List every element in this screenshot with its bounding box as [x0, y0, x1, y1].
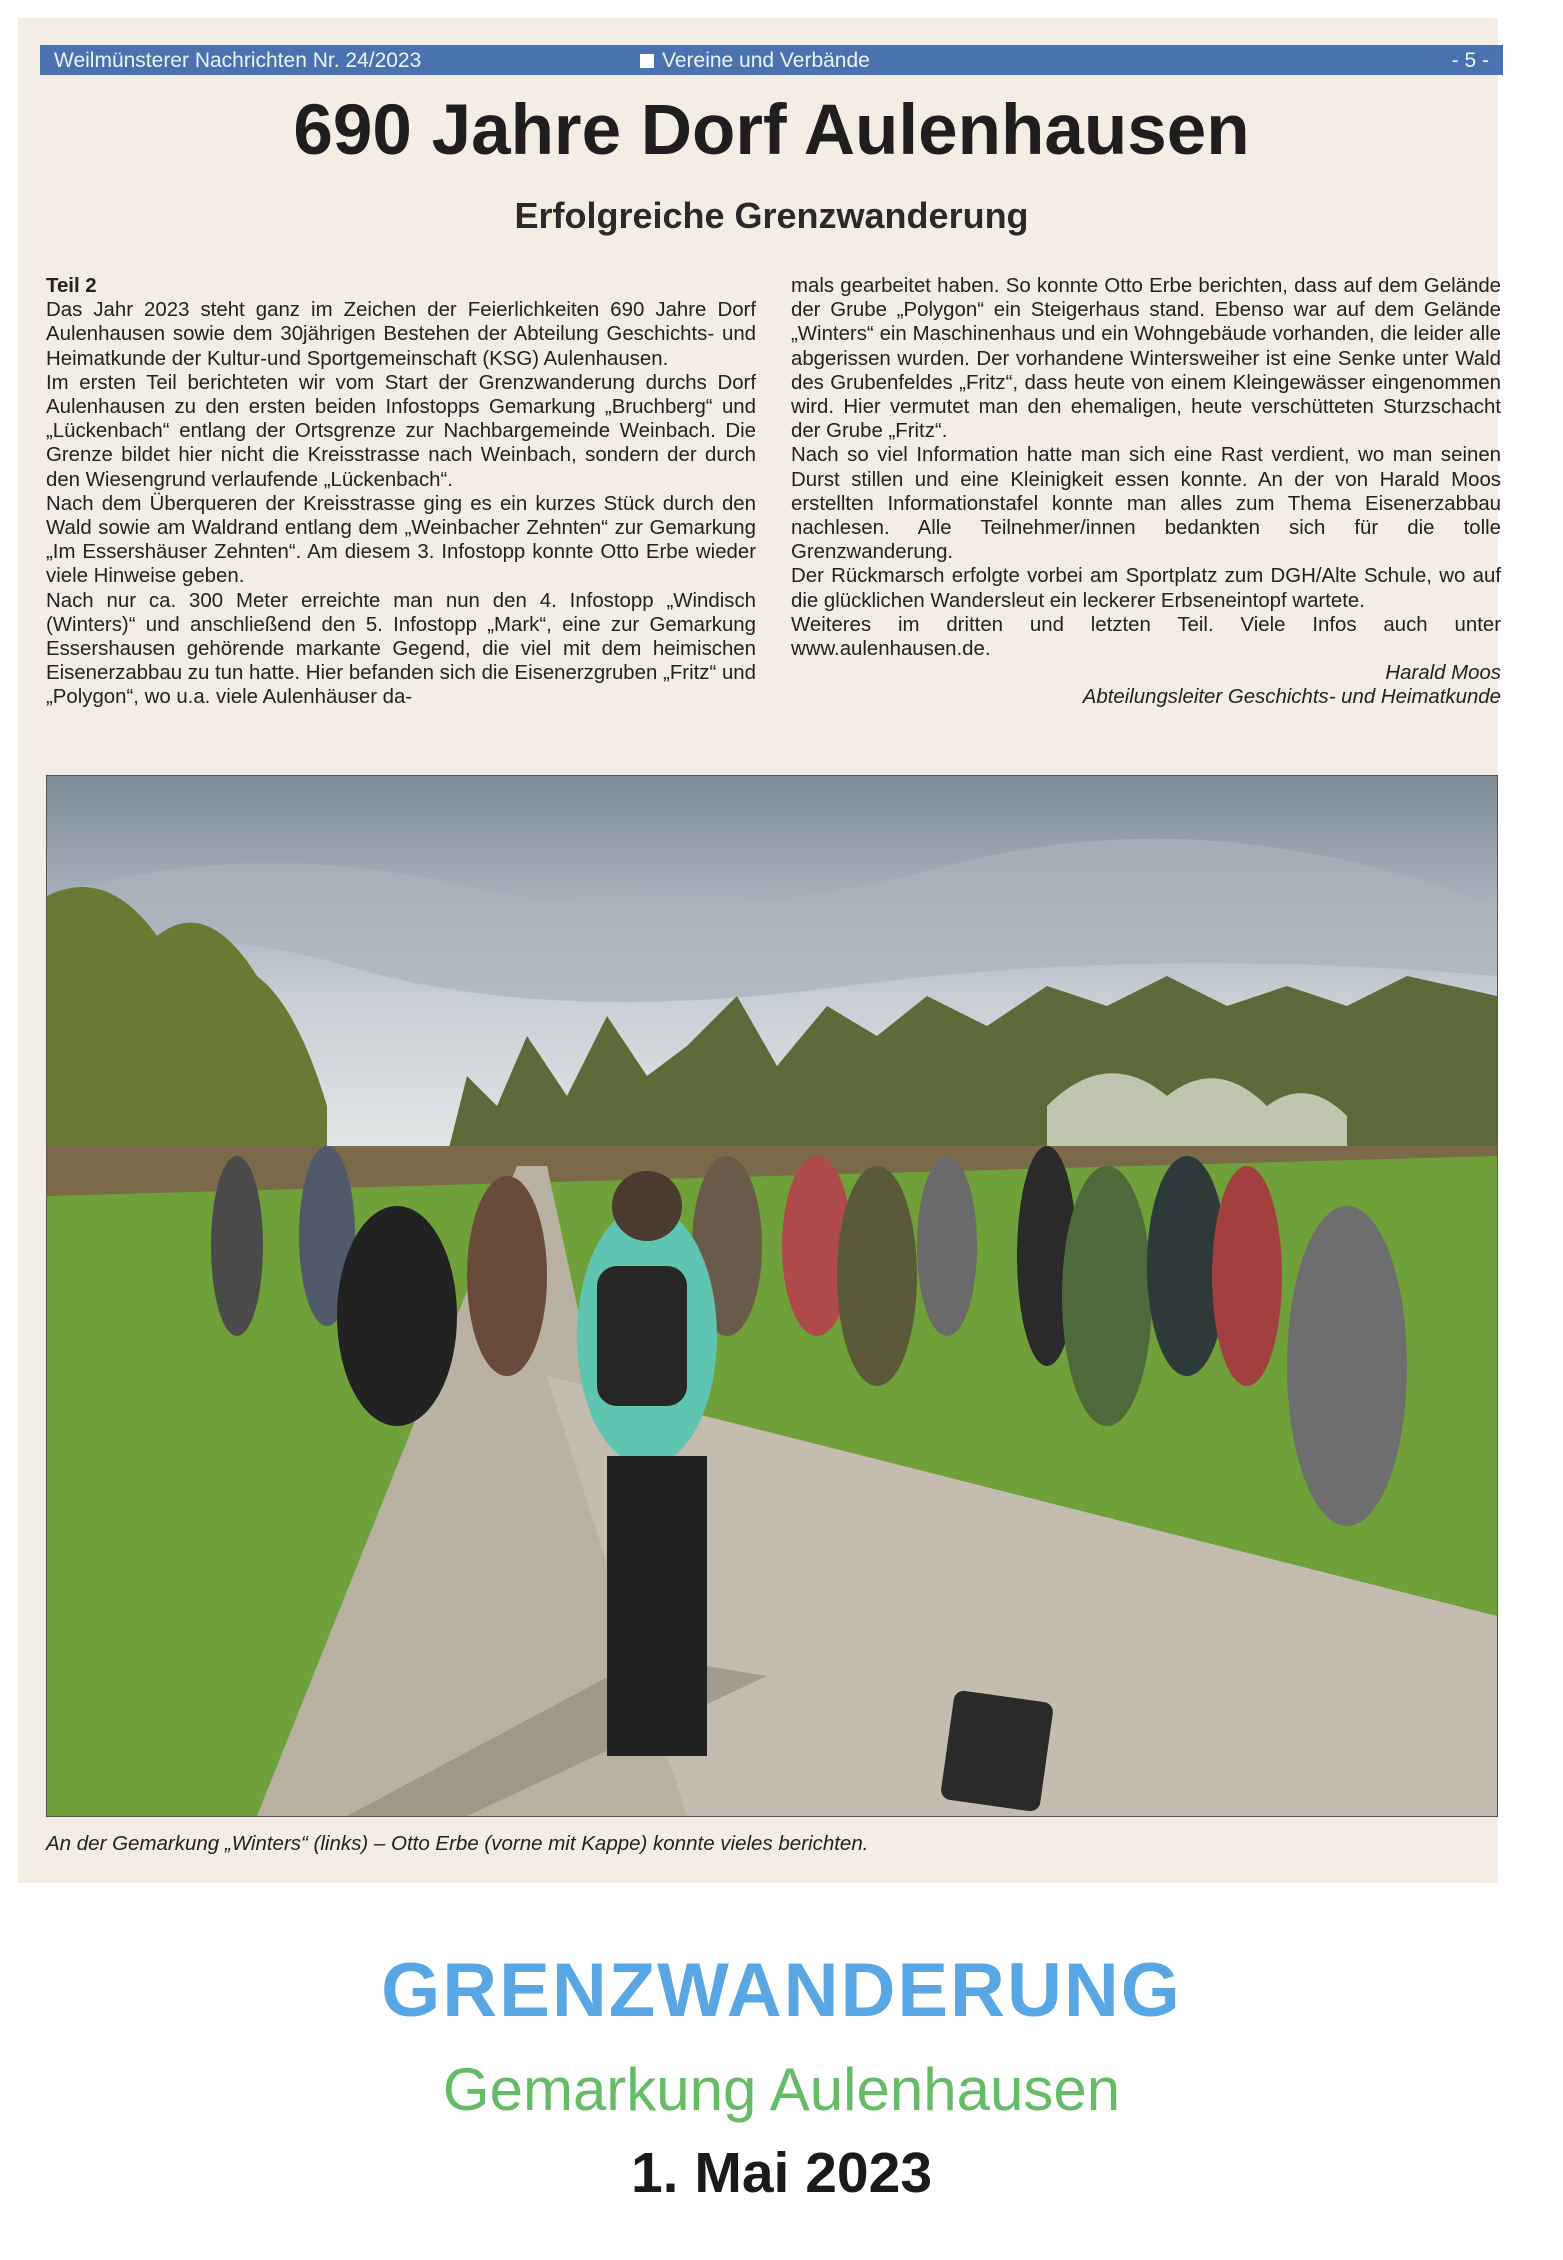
photo-caption: An der Gemarkung „Winters“ (links) – Otto Erbe (vorne mit Kappe) konnte vieles berichten. — [46, 1832, 869, 1855]
paragraph: Nach so viel Information hatte man sich eine Rast verdient, wo man seinen Durst stillen und eine Kleinigkeit essen konnte. An der von Harald Moos erstellten Informationstafel konnte man alles zum Thema Eisenerzabbau nachlesen. Alle Teilnehmer/innen bedankten sich für die tolle Grenzwanderung. — [791, 444, 1501, 564]
author-role: Abteilungsleiter Geschichts- und Heimatkunde — [1082, 686, 1501, 709]
article-column-left — [46, 274, 756, 710]
section-name: Vereine und Verbände — [662, 49, 870, 72]
footer-headline: GRENZWANDERUNG — [381, 1948, 1182, 2033]
footer-subheadline: Gemarkung Aulenhausen — [442, 2056, 1121, 2123]
footer-date: 1. Mai 2023 — [630, 2141, 933, 2205]
article-subtitle: Erfolgreiche Grenzwanderung — [514, 195, 1029, 236]
newspaper-header-bar — [40, 45, 1503, 75]
part-label: Teil 2 — [46, 275, 97, 297]
square-bullet-icon — [640, 54, 654, 68]
speaker-box — [940, 1690, 1054, 1813]
author-name: Harald Moos — [1385, 662, 1501, 685]
paragraph: Nach dem Überqueren der Kreisstrasse ging es ein kurzes Stück durch den Wald sowie am Waldrand entlang dem „Weinbacher Zehnten“ zur Gemarkung „Im Essershäuser Zehnten“. Am diesem 3. Infostopp konnte Otto Erbe wieder viele Hinweise geben. — [46, 492, 756, 588]
paragraph: Der Rückmarsch erfolgte vorbei am Sportplatz zum DGH/Alte Schule, wo auf die glücklichen Wandersleut ein leckerer Erbseneintopf wartete. — [791, 565, 1501, 612]
paragraph: Das Jahr 2023 steht ganz im Zeichen der Feierlichkeiten 690 Jahre Dorf Aulenhausen sowie dem 30jährigen Bestehen der Abteilung Geschichts- und Heimatkunde der Kultur-und Sportgemeinschaft (KSG) Aulenhausen. — [46, 299, 756, 370]
article-column-right — [791, 274, 1501, 710]
paragraph: Nach nur ca. 300 Meter erreichte man nun den 4. Infostopp „Windisch (Winters)“ und anschließend den 5. Infostopp „Mark“, eine zur Gemarkung Essershausen gehörende markante Gegend, die viel mit dem heimischen Eisenerzabbau zu tun hatte. Hier befanden sich die Eisenerzgruben „Fritz“ und „Polygon“, wo u.a. viele Aulenhäuser da- — [46, 589, 756, 709]
article-photo — [46, 775, 1498, 1817]
paragraph: mals gearbeitet haben. So konnte Otto Erbe berichten, dass auf dem Gelände der Grube „Polygon“ ein Steigerhaus stand. Ebenso war auf dem Gelände „Winters“ ein Maschinenhaus und ein Wohngebäude vorhanden, die leider alle abgerissen wurden. Der vorhandene Wintersweiher ist eine Senke unter Wald des Grubenfeldes „Fritz“, dass heute von einem Kleingewässer eingenommen wird. Hier vermutet man den ehemaligen, heute verschütteten Sturzschacht der Grube „Fritz“. — [791, 275, 1501, 443]
article-title: 690 Jahre Dorf Aulenhausen — [293, 91, 1250, 170]
paragraph: Weiteres im dritten und letzten Teil. Viele Infos auch unter www.aulenhausen.de. — [791, 613, 1501, 661]
page-number: - 5 - — [1451, 49, 1489, 72]
hiking-group-photo — [47, 776, 1497, 1816]
publication-name: Weilmünsterer Nachrichten Nr. 24/2023 — [54, 49, 422, 72]
paragraph: Im ersten Teil berichteten wir vom Start der Grenzwanderung durchs Dorf Aulenhausen zu den ersten beiden Infostopps Gemarkung „Bruchberg“ und „Lückenbach“ entlang der Ortsgrenze zur Nachbargemeinde Weinbach. Die Grenze bildet hier nicht die Kreisstrasse nach Weinbach, sondern der durch den Wiesengrund verlaufende „Lückenbach“. — [46, 371, 756, 491]
section-label — [640, 49, 870, 73]
